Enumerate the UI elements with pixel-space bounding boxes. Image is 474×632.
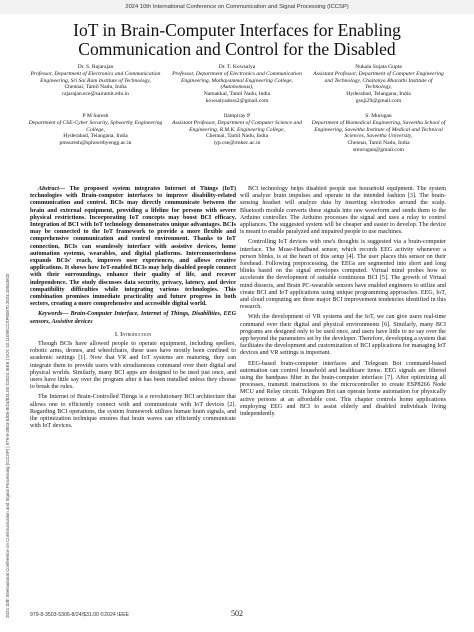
author-affiliation: Assistant Professor, Department of Computer Science and Engineering, R.M.K. Engineering College, [172,119,302,133]
author-location: Hyderabad, Telangana, India [63,133,128,140]
author-row-1 [28,64,446,105]
body-paragraph: The Internet of Brain-Controlled Things is a revolutionary BCI architecture that allows one to efficiently connect with and communicate with IoT devices [2]. Regarding BCI operations, the system framework utilizes human brain signals, and the optimization technique ensures that brain waves can efficiently communicate with IoT devices. [30,394,236,430]
right-column [240,186,446,592]
keywords: Keywords— Brain-Computer Interface, Internet of Things, Disabilities, EEG sensors, Assistive devices [30,311,236,325]
author-name: Ilampiray P [223,113,251,119]
author-block [170,64,305,105]
author-email: kowsalyadoss2@gmail.com [205,97,269,104]
author-affiliation: Department of CSE-Cyber Security, Sphoorthy Engineering College, [28,119,163,133]
abstract-paragraph [30,186,236,308]
author-email: iyp.cse@rmkec.ac.in [213,140,261,147]
section-heading-introduction: I. Introduction [114,330,152,338]
author-affiliation: Department of Biomedical Engineering, Saveetha School of Engineering, Saveetha Institute of Medical and Technical Sciences, Saveetha University, [311,119,446,140]
body-paragraph: Though BCIs have allowed people to operate equipment, including spellers, robotic arms, drones, and wheelchairs, these uses have mostly been confined to academic settings [1]. Now that VR and IoT systems are maturing, they can integrate them to provide users with simultaneous command over their digital and physical worlds. Similarly, many BCI apps are designed to be used just once, and users have little say over the program after it has been installed unless they choose to break the rules. [30,341,236,391]
author-name: Dr. T. Kowsalya [218,64,256,70]
author-block [28,113,163,154]
body-paragraph: BCI technology helps disabled people use household equipment. The system will analyze brain impulses and operate in the intended fashion [3]. The brain-sensing headset will analyze data by inserting electrodes around the scalp. Bluetooth module converts these signals into raw waveform and sends them to the Arduino controller. The Arduino processes the signal and uses a relay to control appliances. The suggested system will be cheaper and easier to develop. The device is meant to enable paralyzed and impaired people to use machines. [240,186,446,236]
author-location: Chennai, Tamil Nadu, India [347,140,410,147]
author-affiliation: Professor, Department of Electronics and Communication Engineering, Muthayammal Engineering College, (Autonomous), [172,70,302,91]
author-block [311,64,446,105]
author-affiliation: Assistant Professor, Department of Computer Engineering and Technology, Chaitanya Bharathi Institute of Technology, [313,70,444,91]
author-email: pmsuresh@sphoorthyengg.ac.in [59,140,132,147]
copyright-footer: 979-8-3503-5306-8/24/$31.00 ©2024 IEEE [30,612,130,618]
author-block [311,113,446,154]
body-paragraph: With the development of VR systems and the IoT, we can give users real-time command over their digital and physical environments [6]. Similarly, many BCI programs are designed only to be used once, and users have little to no say over the app beyond the parameters set by the developer. Therefore, developing a system that facilitates the development and customization of BCI applications for managing IoT devices and VR settings is important. [240,314,446,357]
author-location: Chennai, Tamil Nadu, India [205,133,269,140]
title-line-2: Communication and Control for the Disabled [78,39,396,59]
title-line-1: IoT in Brain-Computer Interfaces for Enabling [73,20,401,40]
author-email: gsuji29@gmail.com [355,97,402,104]
author-location: Chennai, Tamil Nadu, India [64,84,127,91]
author-block [28,64,163,105]
author-location: Hyderabad, Telangana, India [346,91,411,98]
author-name: Nukala Sujata Gupta [355,64,402,70]
body-paragraph: EEG-based brain-computer interfaces and Telegram Bot command-based automation can control household and healthcare items. EEG signals are filtered using the bandpass filter in the brain-computer interface [7]. After optimizing all processes, transmit instructions to the microcontroller to create ESP8266 Node MCU and Relay circuit. Telegram Bot can operate home automation for physically active persons at an affordable cost. This chapter controls home applications employing EEG and BCI to assist elderly and disabled individuals living independently. [240,360,446,418]
author-name: S. Murugan [365,113,392,119]
page-number: 502 [231,609,243,618]
author-row-2 [28,113,446,154]
author-name: P M Suresh [82,113,109,119]
left-column [30,186,236,592]
author-location: Namakkal, Tamil Nadu, India [203,91,271,98]
author-name: Dr. S. Rajarajan [77,64,114,70]
paper-title [28,21,446,59]
author-email: rajarajan.ece@sairamit.edu.in [62,91,129,98]
conference-banner: 2024 10th International Conference on Communication and Signal Processing (ICCSP) [0,0,474,14]
author-affiliation: Professor, Department of Electronics and Communication Engineering, Sri Sai Ram Institute of Technology, [30,70,161,84]
side-identifier-strip [1,62,13,622]
side-identifier-text: 2024 10th International Conference on Communication and Signal Processing (ICCSP) | 979-8-3503-5306-8/24/$31.00 ©2024 IEEE | DOI: 10.1109/ICCSP60870.2024.10543810 [5,273,10,618]
abstract-label: Abstract— [38,186,66,192]
abstract-text: The proposed system integrates Internet of Things (IoT) technologies with Brain-computer interfaces to improve disability-related communication and control. BCIs may directly communicate between the brain and external equipment, providing a lifeline for persons with severe physical restrictions. Incorporating IoT concepts may boost BCI efficacy. Integration of BCI with IoT technology demonstrates unique advantages. BCIs may be connected to the IoT framework to provide a more flexible and comprehensive communication and control environment. Thanks to IoT connection, BCIs can seamlessly interface with assistive devices, home automation systems, wearables, and digital platforms. Interconnectedness expands BCIs' reach, improves user experiences, and allows creative applications. It shows how IoT-enabled BCIs may help disabled people connect with their surroundings, enhance their quality of life, and recover independence. The study discusses data security, privacy, latency, and device compatibility difficulties while integrating various technologies. This combination promises immediate practicality and future progress in both sectors, creating a more comprehensive and accessible digital world. [30,186,236,308]
author-email: smurugan@gmail.com [353,146,404,153]
author-block [170,113,305,154]
body-paragraph: Controlling IoT devices with one's thoughts is suggested via a brain-computer interface. The Muse-Headband sensor, which records EEG activity whenever a person blinks, is at the heart of this setup [4]. The user places this sensor on their forehead. Following preprocessing, the EEGs are segmented into short and long blinks based on the signal envelopes computed. Virtual mind probes how to accelerate the development of suitable continuous BCI [5]. The growth of Virtual mind dissects, and Brain PC-wearable sensors have enabled engineers to utilize and create BCI and IoT applications using unique programming approaches. EEG, IoT, and cloud computing are three major BCI improvement tendencies identified in this research. [240,239,446,311]
